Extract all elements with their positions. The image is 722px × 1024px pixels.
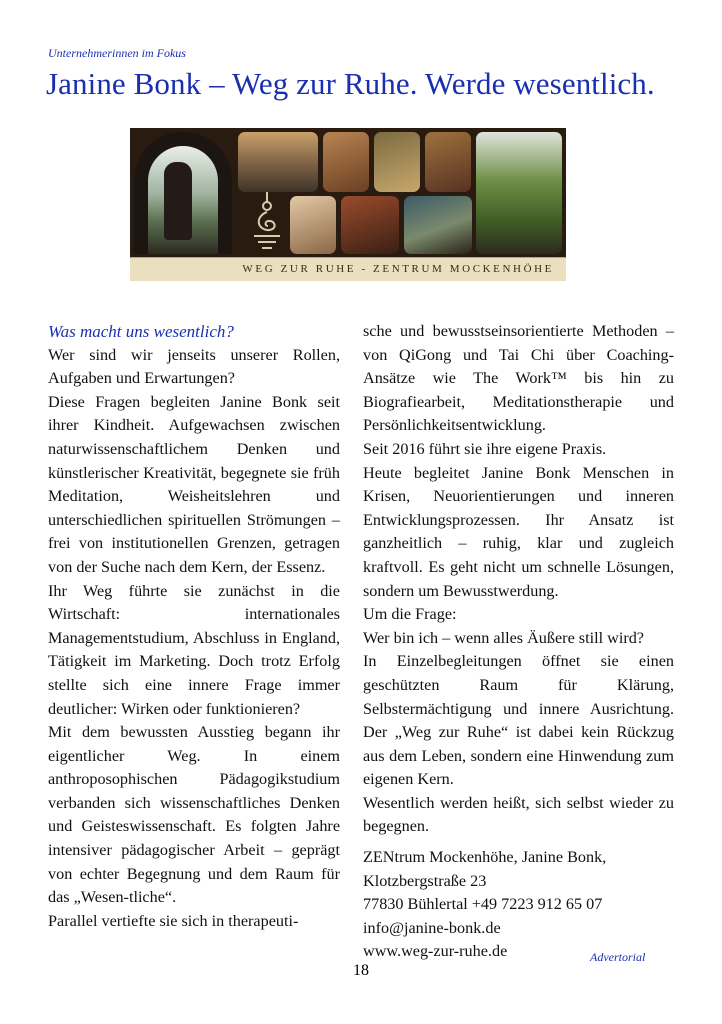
subheading: Was macht uns wesentlich? bbox=[48, 322, 234, 341]
contact-phone: 77830 Bühlertal +49 7223 912 65 07 bbox=[363, 895, 603, 914]
paragraph: Um die Frage: bbox=[363, 605, 457, 624]
left-column bbox=[48, 320, 340, 933]
interior-photo-1 bbox=[323, 132, 369, 192]
website-link[interactable]: www.weg-zur-ruhe.de bbox=[363, 942, 508, 961]
paragraph: Wer sind wir jenseits unserer Rollen, Aufgaben und Erwartungen? bbox=[48, 345, 340, 388]
page-number: 18 bbox=[353, 962, 369, 979]
room-photo-3 bbox=[404, 196, 472, 254]
right-column bbox=[363, 320, 674, 964]
paragraph: Heute begleitet Janine Bonk Menschen in Krisen, Neuorientierungen und inneren Entwicklungsprozessen. Ihr Ansatz ist ganzheitlich – ruhig, klar und zugleich kraftvoll. Es geht nicht um schnelle Lösungen, sondern um Bewusstwerdung. bbox=[363, 463, 674, 600]
interior-photo-3 bbox=[425, 132, 471, 192]
banner-caption-strip bbox=[130, 257, 566, 281]
contact-email-link[interactable]: info@janine-bonk.de bbox=[363, 918, 501, 937]
paragraph: In Einzelbegleitungen öffnet sie einen geschützten Raum für Klärung, Selbstermächtigung und innere Ausrichtung. Der „Weg zur Ruhe“ ist dabei kein Rückzug aus dem Leben, sondern eine Hinwendung zum eigenen Kern. bbox=[363, 652, 674, 789]
paragraph: Wer bin ich – wenn alles Äußere still wird? bbox=[363, 628, 644, 647]
spiral-symbol-icon bbox=[248, 188, 286, 250]
room-photo-1 bbox=[290, 196, 336, 254]
room-photo-2 bbox=[341, 196, 399, 254]
paragraph: sche und bewusstseinsorientierte Methoden – von QiGong und Tai Chi über Coaching-Ansätze wie The Work™ bis hin zu Biografiearbeit, Meditationstherapie und Persönlichkeitsentwicklung. bbox=[363, 322, 674, 435]
banner-caption: WEG ZUR RUHE - ZENTRUM MOCKENHÖHE bbox=[242, 263, 554, 275]
advertorial-label: Advertorial bbox=[590, 950, 646, 964]
interior-photo-2 bbox=[374, 132, 420, 192]
paragraph: Mit dem bewussten Ausstieg begann ihr eigentlicher Weg. In einem anthroposophischen Pädagogikstudium verbanden sich wissenschaftliches Denken und Geisteswissenschaft. Es folgten Jahre intensiver pädagogischer Arbeit – geprägt von echter Begegnung und dem Raum für das „Wesen-tliche“. bbox=[48, 723, 340, 907]
page-title: Janine Bonk – Weg zur Ruhe. Werde wesentlich. bbox=[46, 66, 655, 101]
paragraph: Parallel vertiefte sie sich in therapeuti- bbox=[48, 911, 299, 930]
section-kicker: Unternehmerinnen im Fokus bbox=[48, 46, 186, 60]
paragraph: Seit 2016 führt sie ihre eigene Praxis. bbox=[363, 439, 607, 458]
doorway-photo bbox=[134, 132, 232, 254]
banner-collage bbox=[130, 128, 566, 281]
contact-address: ZENtrum Mockenhöhe, Janine Bonk, bbox=[363, 848, 607, 867]
paragraph: Diese Fragen begleiten Janine Bonk seit ihrer Kindheit. Aufgewachsen zwischen naturwissenschaftlichem Denken und künstlerischer Kreativität, begegnete sie früh Meditation, Weisheitslehren und unterschiedlichen spirituellen Strömungen – frei von institutionellen Grenzen, getragen von der Suche nach dem Kern, der Essenz. bbox=[48, 392, 340, 576]
contact-street: Klotzbergstraße 23 bbox=[363, 871, 487, 890]
paragraph: Ihr Weg führte sie zunächst in die Wirtschaft: internationales Managementstudium, Abschluss in England, Tätigkeit im Marketing. Doch trotz Erfolg stellte sich eine innere Frage immer deutlicher: Wirken oder funktionieren? bbox=[48, 581, 340, 718]
person-figure bbox=[164, 162, 192, 240]
paragraph: Wesentlich werden heißt, sich selbst wieder zu begegnen. bbox=[363, 793, 674, 836]
garden-house-photo bbox=[476, 132, 562, 254]
landscape-photo bbox=[238, 132, 318, 192]
